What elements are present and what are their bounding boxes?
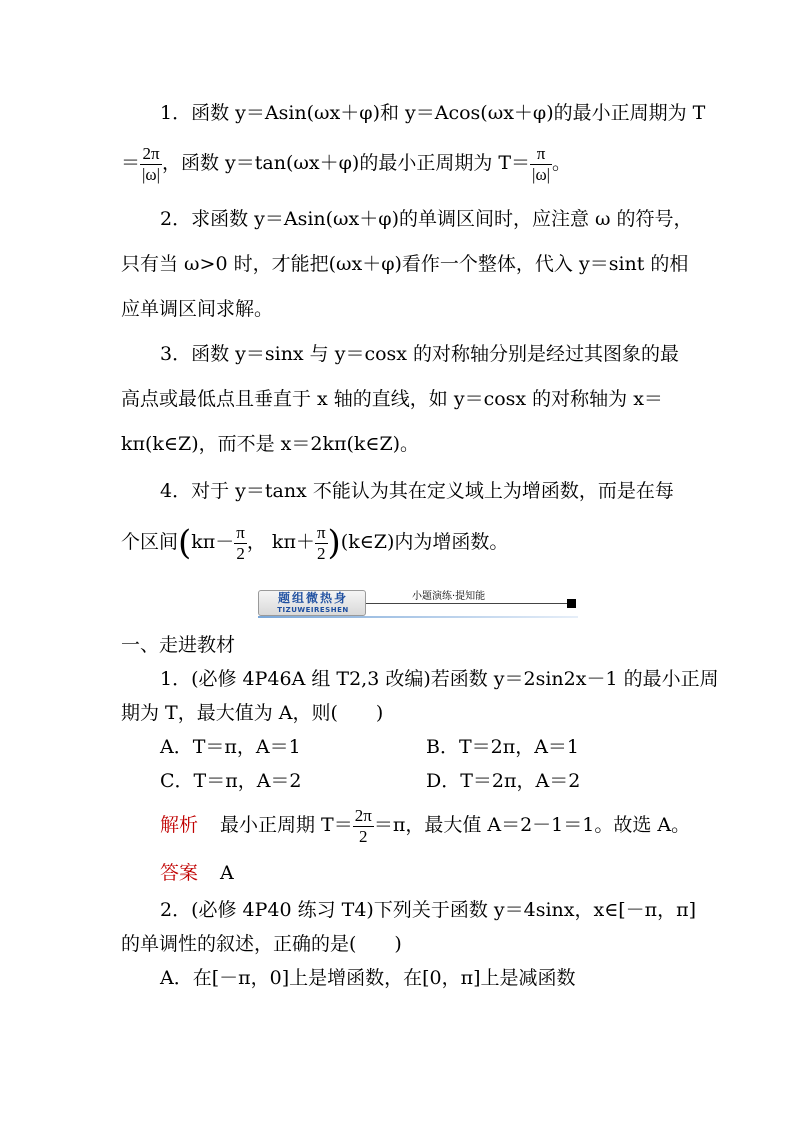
p1-frac-2pi-omega (140, 144, 162, 185)
banner-title: 题组微热身 (277, 591, 348, 605)
section-banner (258, 589, 578, 619)
p3-line2-text: 高点或最低点且垂直于 x 轴的直线，如 y＝cosx 的对称轴为 x＝ (121, 388, 663, 410)
q1-option-d-text: D．T＝2π，A＝2 (426, 770, 581, 792)
p2-line1-text: 2．求函数 y＝Asin(ωx＋φ)的单调区间时，应注意 ω 的符号， (160, 208, 693, 230)
frac-numerator: π (316, 522, 326, 542)
section-heading (121, 633, 235, 657)
q2-stem-line2 (121, 932, 402, 956)
q2-option-a (160, 966, 576, 990)
banner-shade (258, 616, 578, 618)
p1-line1 (160, 101, 705, 125)
q1-option-b (426, 735, 579, 759)
p3-line3-text: kπ(k∈Z)，而不是 x＝2kπ(k∈Z)。 (121, 433, 420, 455)
section-heading-text: 一、走进教材 (121, 634, 236, 656)
p4-kpi-plus: ， kπ＋ (246, 531, 315, 553)
q1-option-a-text: A．T＝π，A＝1 (160, 736, 301, 758)
frac-denominator: |ω| (532, 164, 551, 184)
p1-period: 。 (552, 152, 572, 174)
q2-stem-line1 (160, 898, 696, 922)
frac-numerator: 2π (354, 805, 372, 825)
q1-option-c (160, 769, 302, 793)
frac-numerator: π (530, 144, 552, 165)
p4-frac-pi-2-b (315, 523, 328, 564)
p4-line2-prefix: 个区间 (121, 531, 179, 553)
p2-line3 (121, 297, 273, 321)
p4-kpi-minus: kπ－ (191, 531, 235, 553)
q1-solution (160, 800, 690, 850)
answer-value: A (220, 862, 234, 884)
frac-denominator: |ω| (142, 164, 161, 184)
q1-answer (160, 861, 234, 885)
p3-line2 (121, 387, 663, 411)
p2-line2 (121, 252, 688, 276)
q1-stem-line2 (121, 701, 383, 725)
q1-stem1-text: 1．(必修 4P46A 组 T2,3 改编)若函数 y＝2sin2x－1 的最小正周 (160, 668, 719, 690)
right-paren: ) (327, 523, 341, 563)
q1-option-c-text: C．T＝π，A＝2 (160, 770, 302, 792)
banner-subtitle: TIZUWEIRESHEN (277, 606, 349, 614)
q1-option-d (426, 769, 580, 793)
banner-end-square-icon (567, 599, 576, 608)
p2-line1 (160, 207, 693, 231)
banner-rule (366, 603, 570, 604)
p4-line1 (160, 479, 674, 503)
banner-tag: 小题演练·提知能 (408, 591, 489, 603)
q1-option-b-text: B．T＝2π，A＝1 (426, 736, 580, 758)
q2-stem2-text: 的单调性的叙述，正确的是( ) (121, 933, 402, 955)
p1-line2-text: ，函数 y＝tan(ωx＋φ)的最小正周期为 T＝ (162, 152, 531, 174)
p1-line2 (121, 143, 571, 183)
p4-line2 (121, 520, 508, 564)
frac-numerator: 2π (140, 144, 162, 165)
p1-line1-text: 1．函数 y＝Asin(ωx＋φ)和 y＝Acos(ωx＋φ)的最小正周期为 T (160, 102, 706, 124)
p4-frac-pi-2-a (234, 523, 247, 564)
p3-line3 (121, 432, 419, 456)
p1-frac-pi-omega (530, 144, 552, 185)
frac-denominator: 2 (236, 543, 245, 563)
solution-text-a: 最小正周期 T＝ (220, 814, 353, 836)
q1-option-a (160, 735, 301, 759)
frac-denominator: 2 (359, 826, 368, 846)
q2-option-a-text: A．在[－π，0]上是增函数，在[0，π]上是减函数 (160, 967, 576, 989)
p2-line3-text: 应单调区间求解。 (121, 298, 274, 320)
solution-label: 解析 (160, 814, 199, 836)
p3-line1 (160, 342, 679, 366)
solution-frac-2pi-2 (353, 806, 374, 847)
p4-line2-suffix: (k∈Z)内为增函数。 (340, 531, 509, 553)
solution-text-b: ＝π，最大值 A＝2－1＝1。故选 A。 (373, 814, 691, 836)
p1-equals: ＝ (121, 152, 141, 174)
banner-badge (258, 590, 366, 616)
answer-label: 答案 (160, 862, 199, 884)
frac-denominator: 2 (316, 543, 326, 563)
q1-stem-line1 (160, 667, 719, 691)
q1-stem2-text: 期为 T，最大值为 A，则( ) (121, 702, 384, 724)
left-paren: ( (178, 523, 192, 563)
frac-numerator: π (236, 522, 245, 542)
q2-stem1-text: 2．(必修 4P40 练习 T4)下列关于函数 y＝4sinx，x∈[－π，π] (160, 899, 697, 921)
p2-line2-text: 只有当 ω>0 时，才能把(ωx＋φ)看作一个整体，代入 y＝sint 的相 (121, 253, 689, 275)
p4-line1-text: 4．对于 y＝tanx 不能认为其在定义域上为增函数，而是在每 (160, 480, 674, 502)
p3-line1-text: 3．函数 y＝sinx 与 y＝cosx 的对称轴分别是经过其图象的最 (160, 343, 680, 365)
